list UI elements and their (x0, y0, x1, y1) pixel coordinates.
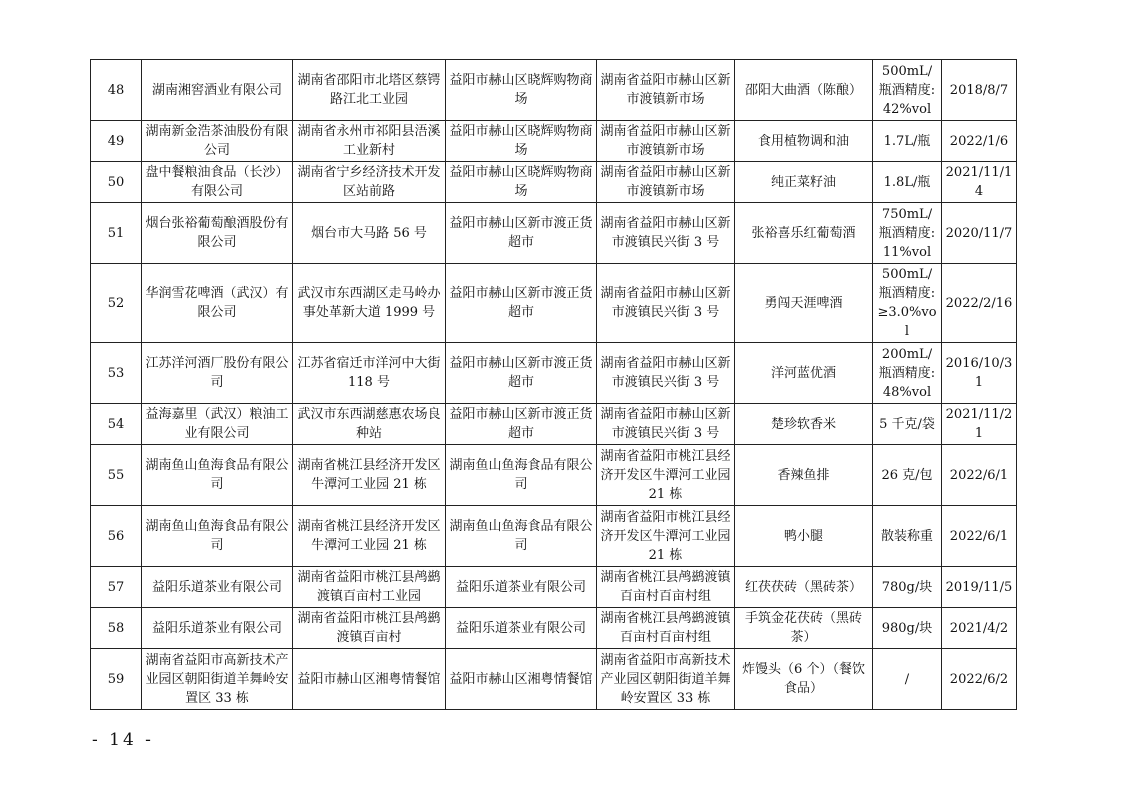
product-spec-cell: 26 克/包 (873, 445, 942, 506)
seller-address-cell: 湖南省益阳市赫山区新市渡镇民兴街 3 号 (597, 343, 735, 404)
product-name-cell: 张裕喜乐红葡萄酒 (735, 203, 873, 264)
producer-name-cell: 湖南省益阳市高新技术产业园区朝阳街道羊舞岭安置区 33 栋 (142, 649, 293, 710)
product-name-cell: 鸭小腿 (735, 506, 873, 567)
product-name-cell: 香辣鱼排 (735, 445, 873, 506)
row-number-cell: 53 (91, 343, 142, 404)
seller-name-cell: 益阳市赫山区晓辉购物商场 (446, 121, 597, 162)
product-spec-cell: 1.8L/瓶 (873, 162, 942, 203)
producer-name-cell: 湖南鱼山鱼海食品有限公司 (142, 445, 293, 506)
production-date-cell: 2022/1/6 (942, 121, 1017, 162)
seller-address-cell: 湖南省益阳市赫山区新市渡镇民兴街 3 号 (597, 264, 735, 343)
product-spec-cell: 散装称重 (873, 506, 942, 567)
production-date-cell: 2022/6/1 (942, 506, 1017, 567)
row-number-cell: 56 (91, 506, 142, 567)
producer-address-cell: 湖南省益阳市桃江县鸬鹚渡镇百亩村工业园 (293, 567, 446, 608)
seller-name-cell: 益阳市赫山区晓辉购物商场 (446, 162, 597, 203)
seller-address-cell: 湖南省益阳市赫山区新市渡镇新市场 (597, 162, 735, 203)
product-name-cell: 纯正菜籽油 (735, 162, 873, 203)
seller-address-cell: 湖南省桃江县鸬鹚渡镇百亩村百亩村组 (597, 608, 735, 649)
seller-name-cell: 湖南鱼山鱼海食品有限公司 (446, 506, 597, 567)
producer-address-cell: 湖南省桃江县经济开发区牛潭河工业园 21 栋 (293, 445, 446, 506)
row-number-cell: 59 (91, 649, 142, 710)
seller-name-cell: 益阳市赫山区新市渡正货超市 (446, 404, 597, 445)
product-spec-cell: 5 千克/袋 (873, 404, 942, 445)
producer-name-cell: 华润雪花啤酒（武汉）有限公司 (142, 264, 293, 343)
seller-name-cell: 益阳市赫山区新市渡正货超市 (446, 203, 597, 264)
seller-name-cell: 益阳市赫山区湘粤情餐馆 (446, 649, 597, 710)
seller-address-cell: 湖南省益阳市赫山区新市渡镇新市场 (597, 121, 735, 162)
production-date-cell: 2019/11/5 (942, 567, 1017, 608)
seller-name-cell: 益阳市赫山区新市渡正货超市 (446, 264, 597, 343)
producer-address-cell: 湖南省邵阳市北塔区蔡锷路江北工业园 (293, 60, 446, 121)
production-date-cell: 2022/6/1 (942, 445, 1017, 506)
row-number-cell: 48 (91, 60, 142, 121)
table-row (91, 445, 1017, 506)
product-spec-cell: 500mL/瓶酒精度:42%vol (873, 60, 942, 121)
page-number: - 14 - (92, 730, 154, 750)
producer-address-cell: 湖南省桃江县经济开发区牛潭河工业园 21 栋 (293, 506, 446, 567)
row-number-cell: 50 (91, 162, 142, 203)
producer-address-cell: 益阳市赫山区湘粤情餐馆 (293, 649, 446, 710)
seller-name-cell: 益阳市赫山区新市渡正货超市 (446, 343, 597, 404)
production-date-cell: 2022/2/16 (942, 264, 1017, 343)
product-spec-cell: 780g/块 (873, 567, 942, 608)
table-row (91, 649, 1017, 710)
row-number-cell: 58 (91, 608, 142, 649)
product-spec-cell: 200mL/瓶酒精度:48%vol (873, 343, 942, 404)
seller-name-cell: 益阳乐道茶业有限公司 (446, 567, 597, 608)
producer-name-cell: 湖南鱼山鱼海食品有限公司 (142, 506, 293, 567)
table-row (91, 343, 1017, 404)
row-number-cell: 52 (91, 264, 142, 343)
producer-name-cell: 盘中餐粮油食品（长沙）有限公司 (142, 162, 293, 203)
seller-name-cell: 湖南鱼山鱼海食品有限公司 (446, 445, 597, 506)
table-row (91, 60, 1017, 121)
product-spec-cell: / (873, 649, 942, 710)
production-date-cell: 2022/6/2 (942, 649, 1017, 710)
producer-name-cell: 湖南新金浩茶油股份有限公司 (142, 121, 293, 162)
production-date-cell: 2020/11/7 (942, 203, 1017, 264)
product-name-cell: 洋河蓝优酒 (735, 343, 873, 404)
producer-name-cell: 益海嘉里（武汉）粮油工业有限公司 (142, 404, 293, 445)
producer-address-cell: 武汉市东西湖区走马岭办事处革新大道 1999 号 (293, 264, 446, 343)
table-row (91, 404, 1017, 445)
table-row (91, 506, 1017, 567)
product-spec-cell: 500mL/瓶酒精度:≥3.0%vol (873, 264, 942, 343)
producer-address-cell: 武汉市东西湖慈惠农场良种站 (293, 404, 446, 445)
seller-name-cell: 益阳乐道茶业有限公司 (446, 608, 597, 649)
producer-name-cell: 湖南湘窖酒业有限公司 (142, 60, 293, 121)
producer-address-cell: 烟台市大马路 56 号 (293, 203, 446, 264)
production-date-cell: 2021/11/21 (942, 404, 1017, 445)
seller-address-cell: 湖南省益阳市赫山区新市渡镇新市场 (597, 60, 735, 121)
producer-address-cell: 湖南省益阳市桃江县鸬鹚渡镇百亩村 (293, 608, 446, 649)
table-row (91, 567, 1017, 608)
product-name-cell: 红茯茯砖（黑砖茶） (735, 567, 873, 608)
product-name-cell: 楚珍软香米 (735, 404, 873, 445)
production-date-cell: 2016/10/31 (942, 343, 1017, 404)
product-spec-cell: 1.7L/瓶 (873, 121, 942, 162)
product-name-cell: 食用植物调和油 (735, 121, 873, 162)
table-row (91, 608, 1017, 649)
seller-address-cell: 湖南省益阳市高新技术产业园区朝阳街道羊舞岭安置区 33 栋 (597, 649, 735, 710)
product-spec-cell: 750mL/瓶酒精度:11%vol (873, 203, 942, 264)
seller-address-cell: 湖南省益阳市桃江县经济开发区牛潭河工业园 21 栋 (597, 445, 735, 506)
production-date-cell: 2018/8/7 (942, 60, 1017, 121)
producer-name-cell: 江苏洋河酒厂股份有限公司 (142, 343, 293, 404)
row-number-cell: 55 (91, 445, 142, 506)
producer-name-cell: 益阳乐道茶业有限公司 (142, 608, 293, 649)
table-row (91, 162, 1017, 203)
producer-address-cell: 湖南省宁乡经济技术开发区站前路 (293, 162, 446, 203)
production-date-cell: 2021/11/14 (942, 162, 1017, 203)
product-name-cell: 邵阳大曲酒（陈酿） (735, 60, 873, 121)
row-number-cell: 49 (91, 121, 142, 162)
table-row (91, 121, 1017, 162)
seller-address-cell: 湖南省桃江县鸬鹚渡镇百亩村百亩村组 (597, 567, 735, 608)
row-number-cell: 57 (91, 567, 142, 608)
seller-address-cell: 湖南省益阳市赫山区新市渡镇民兴街 3 号 (597, 404, 735, 445)
product-name-cell: 勇闯天涯啤酒 (735, 264, 873, 343)
product-spec-cell: 980g/块 (873, 608, 942, 649)
row-number-cell: 54 (91, 404, 142, 445)
producer-address-cell: 江苏省宿迁市洋河中大街 118 号 (293, 343, 446, 404)
producer-name-cell: 益阳乐道茶业有限公司 (142, 567, 293, 608)
production-date-cell: 2021/4/2 (942, 608, 1017, 649)
seller-name-cell: 益阳市赫山区晓辉购物商场 (446, 60, 597, 121)
producer-name-cell: 烟台张裕葡萄酿酒股份有限公司 (142, 203, 293, 264)
product-name-cell: 炸馒头（6 个）（餐饮食品） (735, 649, 873, 710)
row-number-cell: 51 (91, 203, 142, 264)
seller-address-cell: 湖南省益阳市桃江县经济开发区牛潭河工业园 21 栋 (597, 506, 735, 567)
table-body (91, 60, 1017, 710)
producer-address-cell: 湖南省永州市祁阳县浯溪工业新村 (293, 121, 446, 162)
product-name-cell: 手筑金花茯砖（黑砖茶） (735, 608, 873, 649)
sampling-table (90, 59, 1017, 710)
seller-address-cell: 湖南省益阳市赫山区新市渡镇民兴街 3 号 (597, 203, 735, 264)
table-row (91, 264, 1017, 343)
table-row (91, 203, 1017, 264)
